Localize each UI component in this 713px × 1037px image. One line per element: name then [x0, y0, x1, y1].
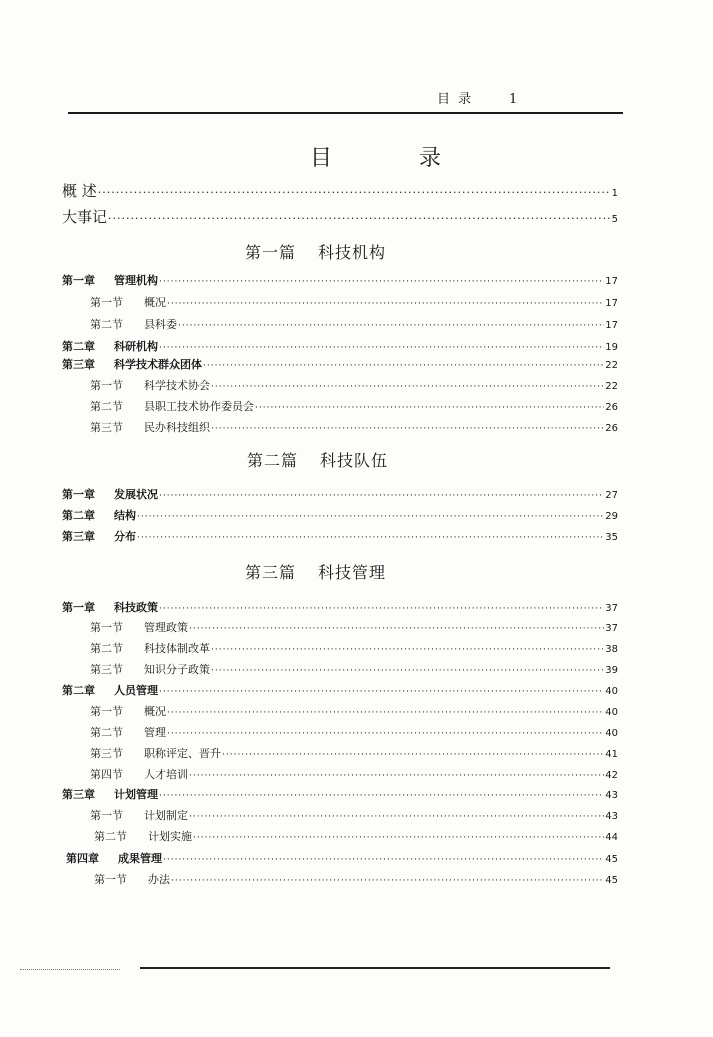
section-number: 第三节: [90, 663, 123, 676]
toc-section[interactable]: [90, 807, 618, 823]
toc-section[interactable]: [90, 745, 618, 761]
toc-page-number: 22: [605, 381, 618, 392]
chapter-title: 人员管理: [114, 684, 158, 697]
toc-chapter[interactable]: [62, 786, 618, 802]
toc-section[interactable]: [94, 828, 618, 844]
section-number: 第一节: [90, 809, 123, 822]
section-title: 科技体制改革: [144, 642, 210, 655]
running-head-page-number: 1: [509, 92, 520, 107]
toc-entry-overview[interactable]: [62, 180, 618, 201]
section-number: 第四节: [90, 768, 123, 781]
toc-section[interactable]: [90, 766, 618, 782]
section-title: 县科委: [144, 318, 177, 331]
part-title: 科技机构: [318, 243, 387, 262]
part-number: 第一篇: [245, 243, 297, 262]
chapter-number: 第一章: [62, 488, 95, 501]
chapter-number: 第三章: [62, 788, 95, 801]
section-number: 第二节: [90, 726, 123, 739]
toc-page-number: 45: [605, 854, 618, 865]
toc-section[interactable]: [90, 619, 618, 635]
leader-dots: [163, 855, 604, 865]
toc-page-number: 40: [605, 707, 618, 718]
section-title: 县职工技术协作委员会: [144, 400, 254, 413]
leader-dots: [211, 645, 604, 655]
leader-dots: [159, 491, 604, 501]
toc-chapter[interactable]: [62, 486, 618, 502]
leader-dots: [193, 833, 604, 843]
toc-page-number: 22: [605, 360, 618, 371]
toc-page-number: 1: [611, 188, 618, 199]
leader-dots: [159, 687, 604, 697]
section-title: 科学技术协会: [144, 379, 210, 392]
toc-chapter[interactable]: [62, 528, 618, 544]
part-heading-2: [247, 448, 388, 471]
toc-page-number: 35: [605, 532, 618, 543]
toc-section[interactable]: [90, 724, 618, 740]
section-number: 第三节: [90, 747, 123, 760]
section-number: 第三节: [90, 421, 123, 434]
leader-dots: [171, 876, 604, 886]
section-title: 管理政策: [144, 621, 188, 634]
leader-dots: [137, 533, 604, 543]
chapter-number: 第二章: [62, 340, 95, 353]
toc-section[interactable]: [94, 871, 618, 887]
toc-page-number: 26: [605, 423, 618, 434]
leader-dots: [189, 624, 604, 634]
toc-entry-label: 大事记: [62, 208, 108, 226]
toc-chapter[interactable]: [66, 850, 618, 866]
leader-dots: [167, 299, 604, 309]
section-number: 第二节: [90, 400, 123, 413]
toc-page-number: 45: [605, 875, 618, 886]
section-number: 第一节: [90, 296, 123, 309]
leader-dots: [159, 343, 604, 353]
chapter-title: 管理机构: [114, 274, 158, 287]
toc-page-number: 43: [605, 790, 618, 801]
section-title: 人才培训: [144, 768, 188, 781]
toc-page-number: 17: [605, 320, 618, 331]
leader-dots: [222, 750, 604, 760]
chapter-number: 第二章: [62, 509, 95, 522]
toc-page-number: 41: [605, 749, 618, 760]
toc-chapter[interactable]: [62, 599, 618, 615]
toc-page-number: 37: [605, 603, 618, 614]
part-title: 科技队伍: [320, 451, 389, 470]
section-title: 管理: [144, 726, 166, 739]
toc-page-number: 26: [605, 402, 618, 413]
section-title: 计划制定: [144, 809, 188, 822]
section-number: 第一节: [90, 705, 123, 718]
toc-page-number: 40: [605, 686, 618, 697]
toc-page-number: 37: [605, 623, 618, 634]
toc-section[interactable]: [90, 703, 618, 719]
toc-section[interactable]: [90, 377, 618, 393]
toc-page-number: 29: [605, 511, 618, 522]
leader-dots: [189, 812, 604, 822]
section-title: 计划实施: [148, 830, 192, 843]
footer-rule-left: [20, 969, 120, 970]
running-head-title: 目 录: [437, 92, 474, 107]
toc-section[interactable]: [90, 661, 618, 677]
chapter-title: 结构: [114, 509, 136, 522]
section-number: 第一节: [94, 873, 127, 886]
part-heading-1: [245, 240, 386, 263]
toc-page-number: 40: [605, 728, 618, 739]
toc-section[interactable]: [90, 294, 618, 310]
section-title: 职称评定、晋升: [144, 747, 221, 760]
section-number: 第二节: [94, 830, 127, 843]
leader-dots: [178, 321, 604, 331]
leader-dots: [137, 512, 604, 522]
leader-dots: [203, 361, 604, 371]
leader-dots: [189, 771, 604, 781]
toc-page-number: 44: [605, 832, 618, 843]
leader-dots: [211, 666, 604, 676]
leader-dots: [159, 604, 604, 614]
chapter-title: 发展状况: [114, 488, 158, 501]
toc-chapter[interactable]: [62, 356, 618, 372]
toc-chapter[interactable]: [62, 682, 618, 698]
leader-dots: [255, 403, 604, 413]
leader-dots: [159, 791, 604, 801]
toc-page-number: 19: [605, 342, 618, 353]
part-number: 第三篇: [245, 563, 297, 582]
toc-chapter[interactable]: [62, 272, 618, 288]
part-title: 科技管理: [318, 563, 387, 582]
chapter-number: 第一章: [62, 601, 95, 614]
section-number: 第二节: [90, 318, 123, 331]
footer-rule: [140, 967, 610, 969]
part-number: 第二篇: [247, 451, 299, 470]
chapter-number: 第三章: [62, 530, 95, 543]
leader-dots: [211, 382, 604, 392]
toc-section[interactable]: [90, 316, 618, 332]
toc-page-number: 17: [605, 276, 618, 287]
toc-page-number: 38: [605, 644, 618, 655]
toc-page-number: 17: [605, 298, 618, 309]
chapter-title: 科研机构: [114, 340, 158, 353]
leader-dots: [98, 186, 611, 199]
chapter-number: 第四章: [66, 852, 99, 865]
leader-dots: [167, 708, 604, 718]
section-number: 第二节: [90, 642, 123, 655]
toc-page-number: 43: [605, 811, 618, 822]
toc-section[interactable]: [90, 640, 618, 656]
section-title: 概况: [144, 296, 166, 309]
toc-chapter[interactable]: [62, 338, 618, 354]
section-title: 办法: [148, 873, 170, 886]
section-number: 第一节: [90, 379, 123, 392]
leader-dots: [159, 277, 604, 287]
toc-page-number: 27: [605, 490, 618, 501]
chapter-title: 科技政策: [114, 601, 158, 614]
chapter-title: 科学技术群众团体: [114, 358, 202, 371]
toc-section[interactable]: [90, 419, 618, 435]
chapter-title: 计划管理: [114, 788, 158, 801]
section-title: 民办科技组织: [144, 421, 210, 434]
running-head: [437, 88, 519, 107]
toc-page-number: 42: [605, 770, 618, 781]
leader-dots: [211, 424, 604, 434]
chapter-title: 分布: [114, 530, 136, 543]
toc-page-number: 39: [605, 665, 618, 676]
section-title: 概况: [144, 705, 166, 718]
part-heading-3: [245, 560, 386, 583]
toc-section[interactable]: [90, 398, 618, 414]
page-title: 目 录: [310, 146, 481, 171]
leader-dots: [108, 212, 611, 225]
chapter-number: 第二章: [62, 684, 95, 697]
toc-entry-label: 概 述: [62, 182, 97, 200]
toc-entry-chronicle[interactable]: [62, 206, 618, 227]
chapter-title: 成果管理: [118, 852, 162, 865]
toc-page-number: 5: [611, 214, 618, 225]
chapter-number: 第三章: [62, 358, 95, 371]
header-rule: [68, 112, 623, 114]
section-number: 第一节: [90, 621, 123, 634]
section-title: 知识分子政策: [144, 663, 210, 676]
toc-chapter[interactable]: [62, 507, 618, 523]
chapter-number: 第一章: [62, 274, 95, 287]
leader-dots: [167, 729, 604, 739]
